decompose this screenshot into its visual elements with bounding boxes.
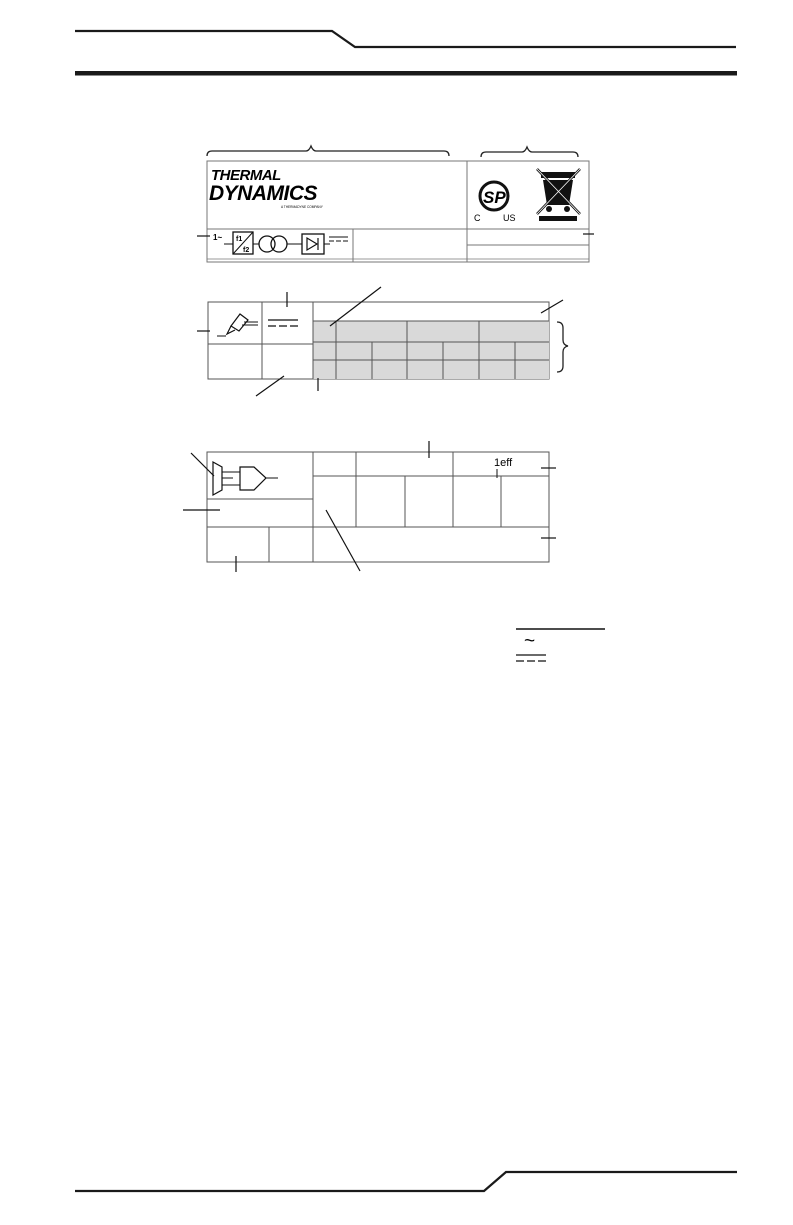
ac-symbol: ~ — [524, 631, 536, 652]
thermal-dynamics-logo — [209, 167, 324, 209]
csa-us: US — [503, 213, 516, 223]
dc-legend-icon — [516, 655, 546, 661]
plasma-torch-icon — [217, 314, 258, 336]
callout-leader — [330, 287, 381, 326]
phase-label: 1~ — [213, 233, 223, 242]
page-footer — [75, 1172, 737, 1191]
freq-top: f1 — [236, 236, 243, 243]
freq-bottom: f2 — [243, 247, 250, 254]
shaded-rating-cells — [313, 321, 549, 379]
mains-plug-icon — [213, 462, 278, 495]
csa-certification-icon — [474, 182, 516, 223]
footer-tab-rule — [75, 1172, 737, 1191]
i1eff-label: 1eff — [494, 457, 513, 469]
header-tab-rule — [75, 31, 736, 47]
csa-letters: SP — [483, 188, 506, 207]
input-rating-table — [183, 441, 556, 572]
rectifier-icon — [302, 234, 324, 254]
inverter-symbol-chain — [197, 232, 348, 254]
current-symbol-legend — [516, 629, 605, 661]
logo-thermal: THERMAL — [211, 167, 281, 184]
header-thick-rule — [75, 71, 737, 76]
logo-dynamics: DYNAMICS — [209, 182, 318, 205]
output-rating-table — [197, 287, 568, 396]
logo-subline: A THERMADYNE COMPANY — [281, 205, 323, 209]
nameplate-top-block — [197, 146, 594, 262]
brace-manufacturer — [207, 146, 449, 156]
page-header — [75, 31, 737, 76]
weee-crossed-bin-icon — [537, 169, 580, 221]
csa-c: C — [474, 213, 481, 223]
dc-current-icon — [268, 320, 298, 326]
callout-leader — [191, 453, 214, 476]
brace-output-rows — [557, 322, 568, 372]
brace-certifications — [481, 147, 578, 157]
